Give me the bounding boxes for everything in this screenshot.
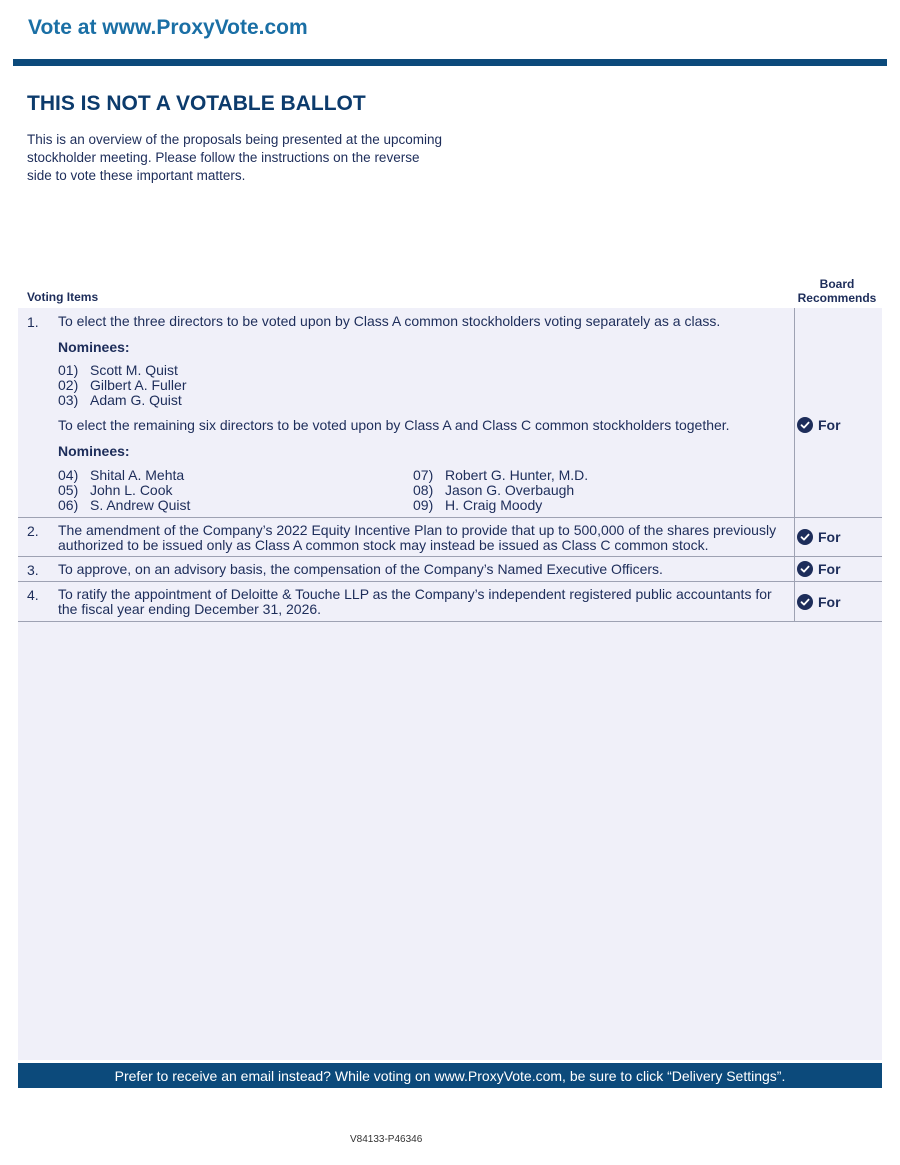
board-recommendation — [797, 561, 877, 577]
nominee-code: 05) — [58, 482, 79, 498]
document-code: V84133-P46346 — [350, 1134, 423, 1145]
voting-item-4 — [18, 582, 882, 622]
voting-item-3 — [18, 557, 882, 582]
item-text: To approve, on an advisory basis, the compensation of the Company’s Named Executive Officers. — [58, 561, 663, 577]
nominee-name: Jason G. Overbaugh — [445, 482, 575, 498]
nominee-item — [413, 483, 574, 498]
check-circle-icon — [797, 529, 813, 545]
column-header-board-recommends — [793, 277, 881, 305]
nominee-item — [58, 468, 184, 483]
nominee-code: 07) — [413, 467, 434, 483]
item-number: 1. — [27, 314, 39, 330]
nominee-item — [58, 393, 182, 408]
nominee-item — [413, 468, 588, 483]
nominee-item — [58, 378, 186, 393]
nominees-label: Nominees: — [58, 443, 130, 459]
nominee-name: Shital A. Mehta — [90, 467, 185, 483]
column-divider — [794, 557, 795, 581]
page-title: THIS IS NOT A VOTABLE BALLOT — [27, 92, 366, 115]
item-number: 3. — [27, 562, 39, 578]
nominee-code: 09) — [413, 497, 434, 513]
item-number: 2. — [27, 523, 39, 539]
check-circle-icon — [797, 594, 813, 610]
recommends-label: Recommends — [797, 291, 877, 305]
nominee-item — [58, 363, 178, 378]
nominee-name: Scott M. Quist — [90, 362, 178, 378]
nominee-name: S. Andrew Quist — [90, 497, 191, 513]
item-text: To ratify the appointment of Deloitte & Touche LLP as the Company’s independent registered public accountants for the fiscal year ending December 31, 2026. — [58, 586, 772, 617]
board-label: Board — [819, 277, 855, 291]
nominee-item — [58, 498, 190, 513]
header-divider — [13, 59, 887, 66]
item-number: 4. — [27, 587, 39, 603]
column-divider — [794, 518, 795, 556]
nominee-code: 02) — [58, 377, 79, 393]
delivery-settings-banner — [18, 1063, 882, 1088]
proxyvote-link[interactable]: Vote at www.ProxyVote.com — [28, 16, 308, 39]
recommendation-label: For — [818, 417, 841, 433]
nominee-name: Robert G. Hunter, M.D. — [445, 467, 589, 483]
item-text-class-a-and-c: To elect the remaining six directors to be voted upon by Class A and Class C common stockholders together. — [58, 417, 730, 433]
nominee-name: Gilbert A. Fuller — [90, 377, 187, 393]
nominee-name: John L. Cook — [90, 482, 173, 498]
nominee-code: 06) — [58, 497, 79, 513]
recommendation-label: For — [818, 594, 841, 610]
recommendation-label: For — [818, 561, 841, 577]
voting-item-2 — [18, 518, 882, 557]
board-recommendation — [797, 529, 877, 545]
column-header-voting-items: Voting Items — [27, 290, 99, 304]
board-recommendation — [797, 417, 877, 433]
banner-text: Prefer to receive an email instead? While voting on www.ProxyVote.com, be sure to click “Delivery Settings”. — [114, 1067, 786, 1084]
nominee-name: Adam G. Quist — [90, 392, 182, 408]
check-circle-icon — [797, 561, 813, 577]
column-divider — [794, 582, 795, 621]
nominee-code: 03) — [58, 392, 79, 408]
nominee-code: 04) — [58, 467, 79, 483]
nominee-item — [413, 498, 542, 513]
voting-item-1 — [18, 308, 882, 518]
nominee-code: 08) — [413, 482, 434, 498]
nominee-name: H. Craig Moody — [445, 497, 543, 513]
item-text-class-a: To elect the three directors to be voted upon by Class A common stockholders voting separately as a class. — [58, 313, 721, 329]
item-text: The amendment of the Company’s 2022 Equity Incentive Plan to provide that up to 500,000 of the shares previously authorized to be issued only as Class A common stock may instead be issued as Class C common stock. — [58, 522, 777, 553]
nominee-item — [58, 483, 173, 498]
column-divider — [794, 308, 795, 517]
intro-paragraph: This is an overview of the proposals being presented at the upcoming stockholder meeting. Please follow the instructions on the reverse side to vote these important matters. — [27, 132, 442, 183]
nominees-label: Nominees: — [58, 339, 130, 355]
recommendation-label: For — [818, 529, 841, 545]
board-recommendation — [797, 594, 877, 610]
nominee-code: 01) — [58, 362, 79, 378]
check-circle-icon — [797, 417, 813, 433]
